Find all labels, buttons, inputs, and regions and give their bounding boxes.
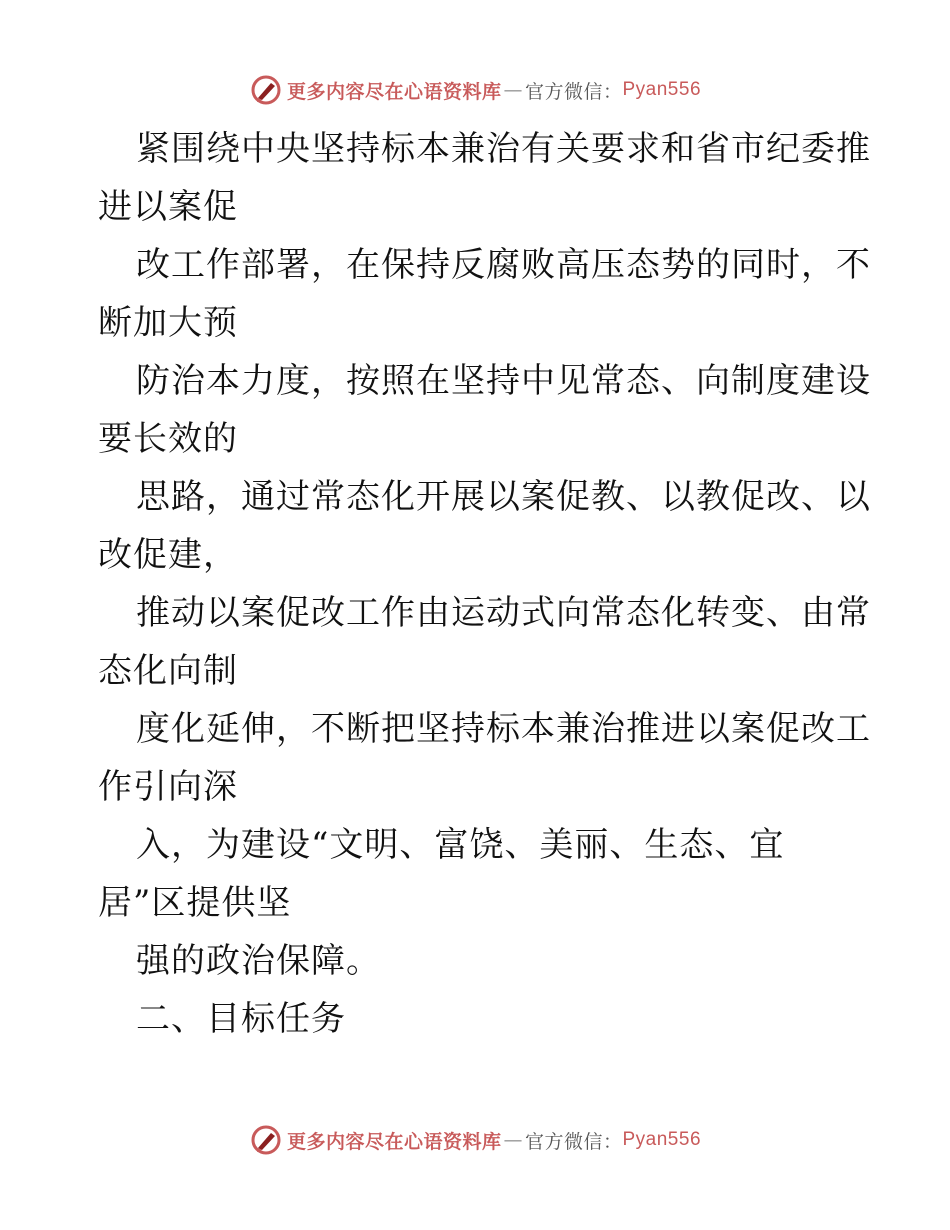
section-heading: 二、目标任务 <box>136 999 346 1039</box>
site-name: 更多内容尽在心语资料库 <box>286 1130 502 1153</box>
text-line: 强的政治保障。 <box>136 941 381 981</box>
text-line: 进以案促 <box>98 187 238 227</box>
pen-circle-logo-icon <box>249 73 283 107</box>
text-line: 防治本力度，按照在坚持中见常态、向制度建设 <box>136 361 871 401</box>
site-name: 更多内容尽在心语资料库 <box>286 80 502 103</box>
text-line: 作引向深 <box>98 767 238 807</box>
text-line: 态化向制 <box>98 651 238 691</box>
banner-dash: — <box>503 79 523 101</box>
pen-circle-logo-icon <box>249 1123 283 1157</box>
wechat-id: Pyan556 <box>622 1129 702 1150</box>
wechat-label: 官方微信： <box>524 1130 623 1153</box>
text-line: 思路，通过常态化开展以案促教、以教促改、以 <box>136 477 871 517</box>
banner-dash: — <box>503 1129 523 1151</box>
text-line: 要长效的 <box>98 419 238 459</box>
text-line: 度化延伸，不断把坚持标本兼治推进以案促改工 <box>136 709 871 749</box>
text-line: 推动以案促改工作由运动式向常态化转变、由常 <box>136 593 871 633</box>
text-line: 断加大预 <box>98 303 238 343</box>
wechat-label: 官方微信： <box>524 80 623 103</box>
text-line: 改工作部署，在保持反腐败高压态势的同时，不 <box>136 245 871 285</box>
wechat-id: Pyan556 <box>622 79 702 100</box>
text-line: 改促建， <box>98 535 238 575</box>
text-line: 紧围绕中央坚持标本兼治有关要求和省市纪委推 <box>136 129 871 169</box>
footer-banner <box>0 1120 950 1160</box>
text-line: 居”区提供坚 <box>98 883 292 923</box>
document-body <box>98 120 871 1048</box>
text-line: 入，为建设“文明、富饶、美丽、生态、宜 <box>136 825 785 865</box>
header-banner <box>0 70 950 110</box>
